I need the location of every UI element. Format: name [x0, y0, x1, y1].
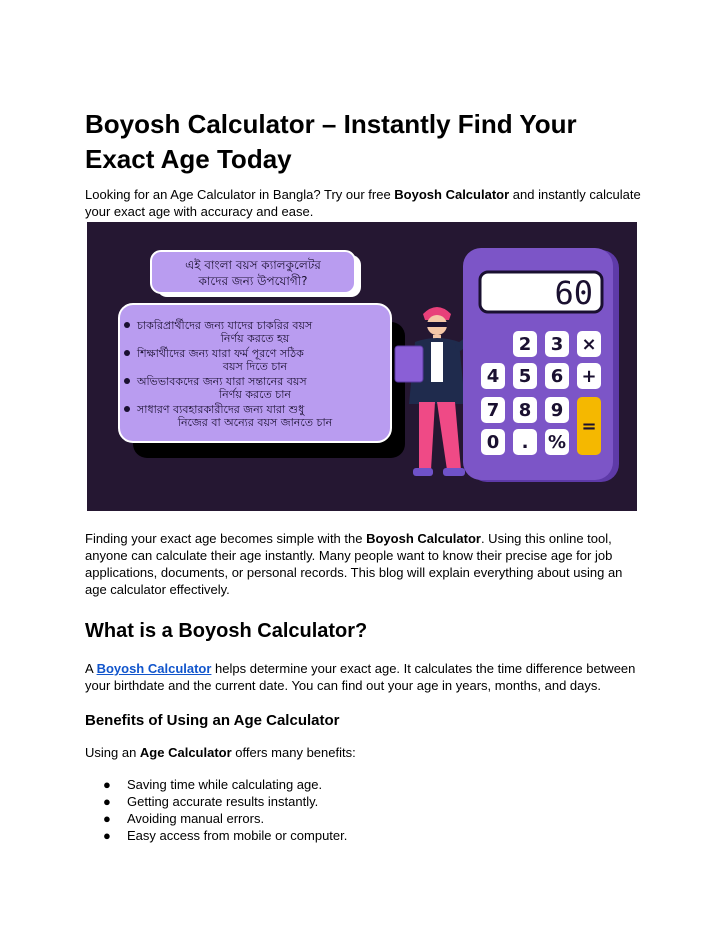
banner-bullet-dot [124, 322, 130, 328]
banner-heading-line-2: কাদের জন্য উপযোগী? [198, 274, 308, 288]
banner-image [87, 222, 637, 511]
bullet-icon: ● [103, 811, 111, 826]
calc-key-2-label: 2 [518, 334, 532, 355]
banner-bullet-3-line-1: অভিভাবকদের জন্য যারা সন্তানের বয়স [137, 375, 307, 388]
list-item-text: Avoiding manual errors. [127, 811, 265, 826]
banner-bullet-4-line-1: সাধারণ ব্যবহারকারীদের জন্য যারা শুধু [137, 403, 305, 416]
para2-text-post: . Using this online tool, anyone can calculate their age instantly. Many people want to know their precise age for job applications, documents, or personal records. This blog will explain everything about using an age calculator effectively. [85, 531, 623, 597]
page-title: Boyosh Calculator – Instantly Find Your Exact Age Today [85, 109, 577, 174]
para4-bold: Age Calculator [139, 745, 232, 760]
bullet-icon: ● [103, 794, 111, 809]
banner-bullet-4-line-2: নিজের বা অন্যের বয়স জানতে চান [177, 416, 333, 429]
calc-key-7-label: 7 [486, 400, 500, 421]
para3-text-post: helps determine your exact age. It calculates the time difference between your birthdate and the current date. You can find out your age in years, months, and days. [85, 661, 636, 693]
person-shoe-left [413, 468, 433, 476]
person-glasses [427, 322, 447, 327]
list-item [85, 776, 347, 793]
calc-key-4-label: 4 [486, 366, 500, 387]
banner-heading-line-1: এই বাংলা বয়স ক্যালকুলেটর [185, 258, 321, 272]
calc-key-percent-label: % [547, 432, 567, 453]
calc-key-plus-label: + [581, 366, 597, 387]
calc-key-5-label: 5 [518, 366, 532, 387]
intro-bold: Boyosh Calculator [394, 187, 510, 202]
para2-text-pre: Finding your exact age becomes simple with the [85, 531, 367, 546]
para3-text-pre: A [85, 661, 97, 676]
calculator-display-value: 60 [554, 274, 593, 312]
intro-paragraph [85, 186, 645, 220]
calc-key-6-label: 6 [550, 366, 564, 387]
banner-bullet-1-line-1: চাকরিপ্রার্থীদের জন্য যাদের চাকরির বয়স [137, 319, 313, 332]
para2-bold: Boyosh Calculator [366, 531, 481, 546]
para4-text-post: offers many benefits: [231, 745, 356, 760]
banner-bullet-2-line-2: বয়স দিতে চান [222, 360, 288, 373]
banner-bullet-2-line-1: শিক্ষার্থীদের জন্য যারা ফর্ম পূরণে সঠিক [137, 347, 304, 360]
calc-key-dot-label: . [521, 432, 529, 453]
list-item [85, 810, 347, 827]
body-paragraph-1 [85, 530, 645, 598]
calc-key-9-label: 9 [550, 400, 564, 421]
person-shoe-right [443, 468, 465, 476]
banner-bullet-dot [124, 350, 130, 356]
banner-bullet-1-line-2: নির্ণয় করতে হয় [220, 332, 290, 345]
person-clipboard [395, 346, 423, 382]
bullet-icon: ● [103, 828, 111, 843]
intro-text-pre: Looking for an Age Calculator in Bangla? Try our free [85, 187, 395, 202]
list-item [85, 827, 347, 844]
calc-key-3-label: 3 [550, 334, 564, 355]
section-heading-what-is: What is a Boyosh Calculator? [85, 620, 368, 642]
banner-bullet-3-line-2: নির্ণয় করতে চান [219, 388, 291, 401]
banner-bullet-dot [124, 406, 130, 412]
boyosh-calculator-link[interactable]: Boyosh Calculator [96, 661, 212, 676]
benefits-intro [85, 744, 645, 761]
body-paragraph-2 [85, 660, 645, 694]
list-item-text: Getting accurate results instantly. [127, 794, 319, 809]
person-shirt [431, 342, 443, 382]
banner-bullet-dot [124, 378, 130, 384]
calc-key-8-label: 8 [518, 400, 532, 421]
list-item [85, 793, 347, 810]
para4-text-pre: Using an [85, 745, 140, 760]
calc-key-equals-label: = [581, 416, 597, 437]
banner-illustration [87, 222, 637, 511]
intro-text-post: and instantly calculate your exact age with accuracy and ease. [85, 187, 641, 219]
list-item-text: Easy access from mobile or computer. [127, 828, 348, 843]
calc-key-0-label: 0 [486, 432, 500, 453]
section-heading-benefits: Benefits of Using an Age Calculator [85, 712, 340, 729]
bullet-icon: ● [103, 777, 111, 792]
calc-key-multiply-label: × [581, 334, 597, 355]
benefits-list [85, 776, 347, 844]
list-item-text: Saving time while calculating age. [127, 777, 323, 792]
